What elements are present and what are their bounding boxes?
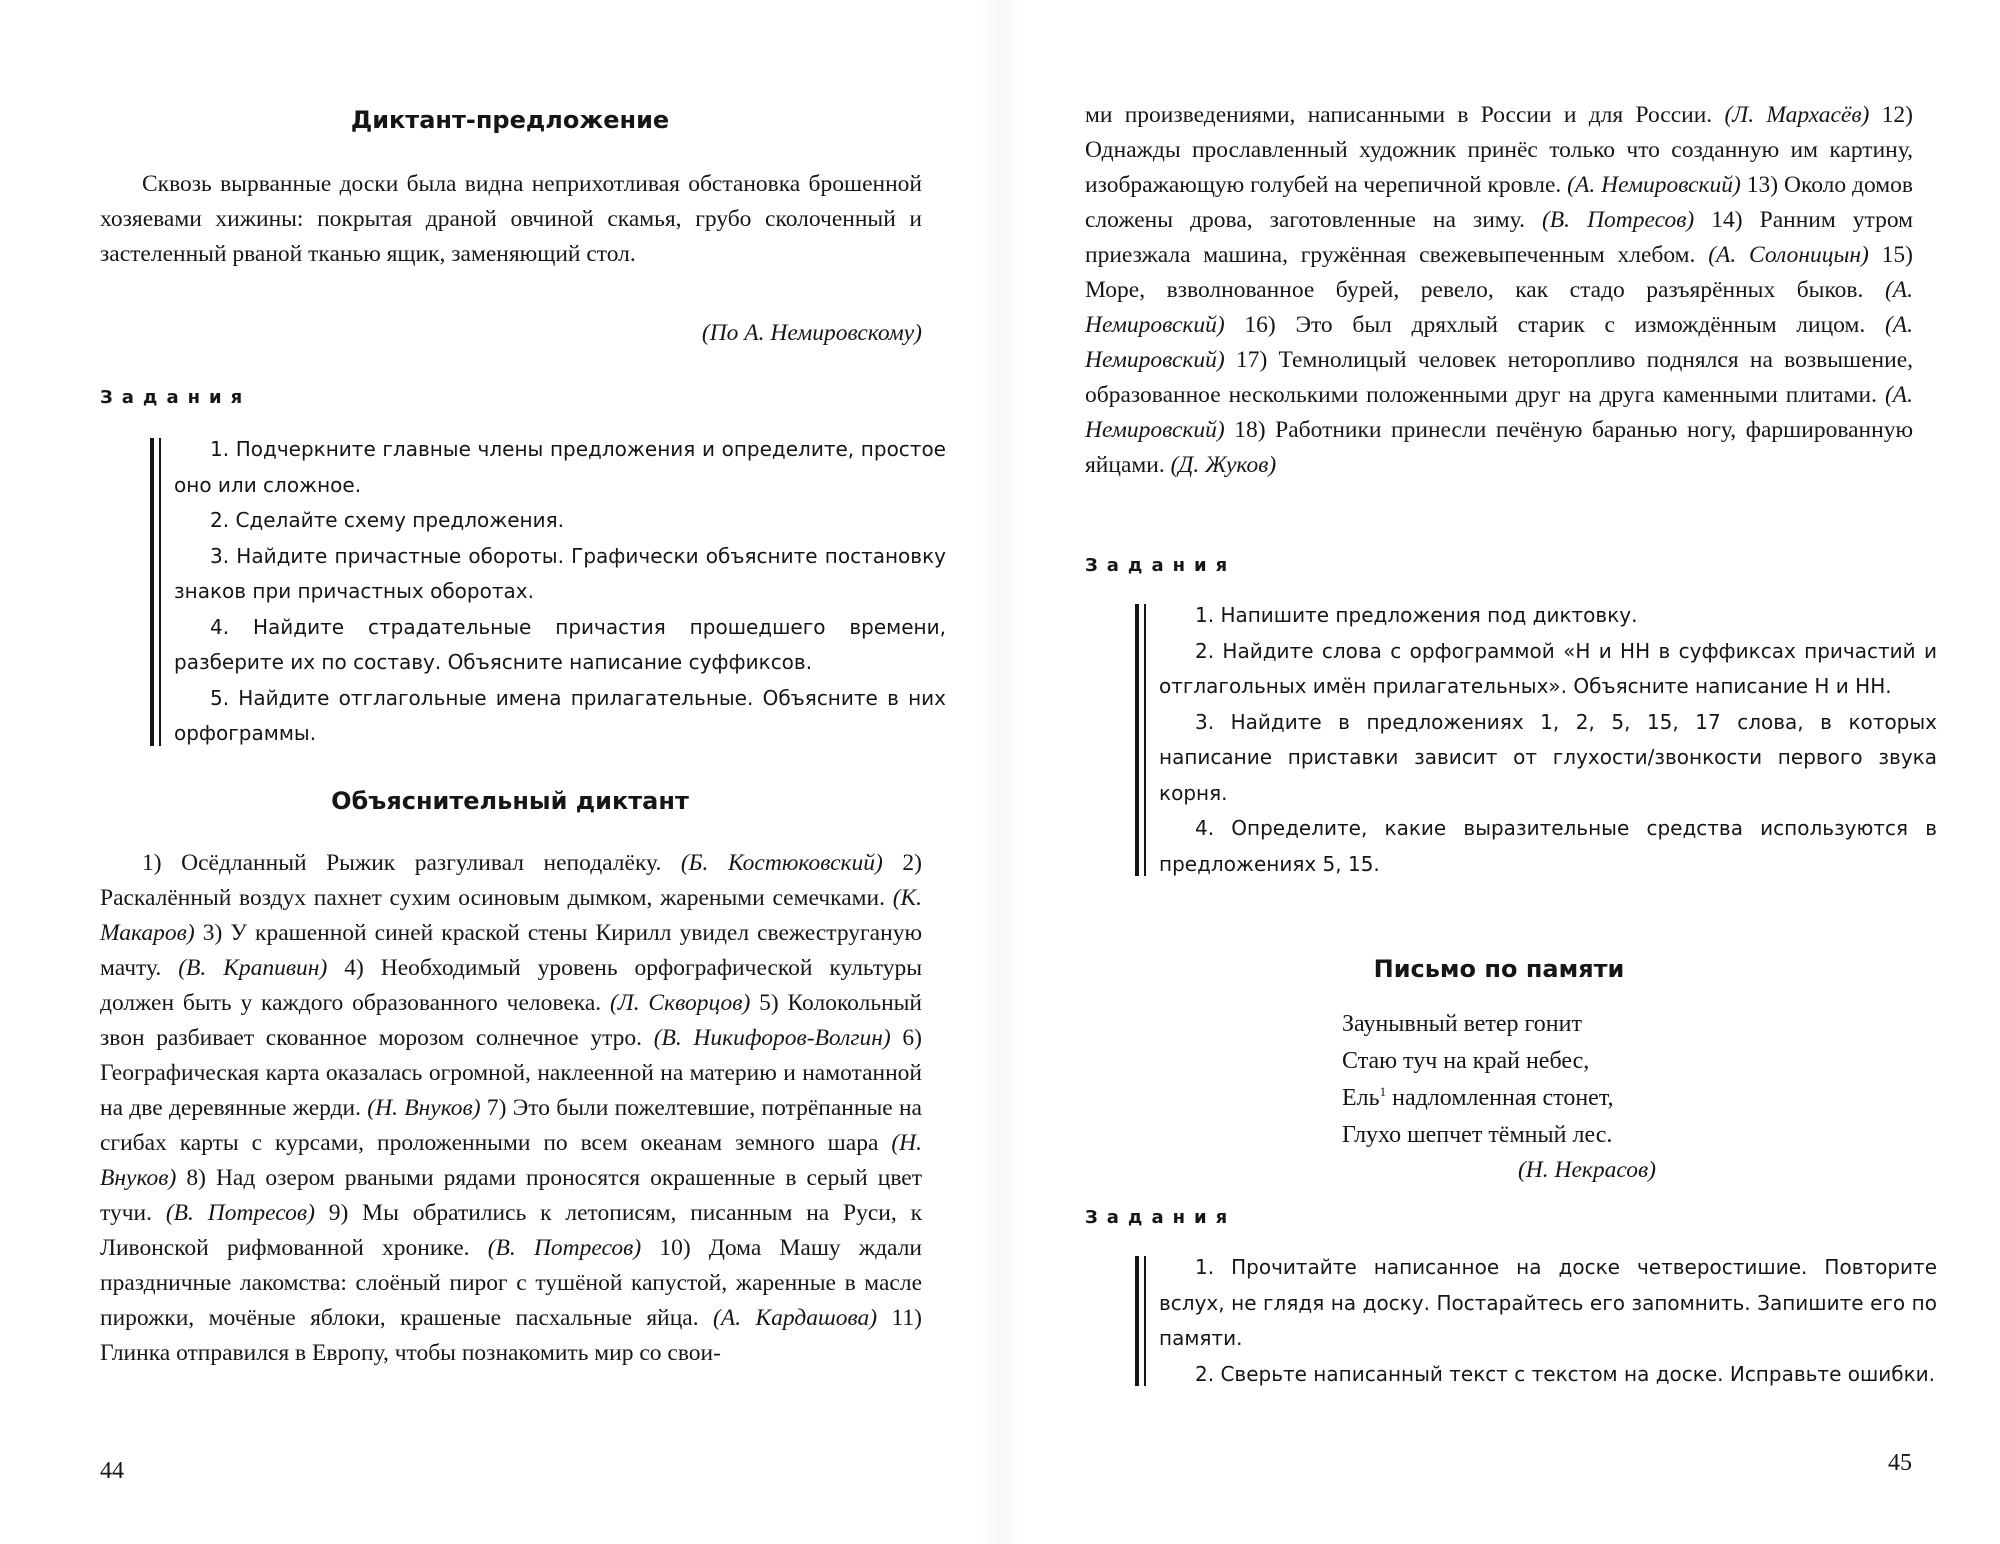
dictation-sentence-paragraph: Сквозь вырванные доски была видна неприхотливая обстановка брошенной хозяевами хижины: покрытая драной овчиной скамья, грубо сколоченный и застеленный рваной тканью ящик, заменяющий стол.	[100, 171, 922, 267]
task-item: 4. Определите, какие выразительные средства используются в предложениях 5, 15.	[1159, 816, 1937, 876]
author-attribution: (А. Кардашова)	[713, 1305, 878, 1331]
sentence-text: 15) Море, взволнованное бурей, ревело, как стадо разъярённых быков.	[1085, 242, 1913, 303]
task-item: 4. Найдите страдательные причастия прошедшего времени, разберите их по составу. Объясните написание суффиксов.	[174, 614, 946, 674]
sentence-text: 1) Осёдланный Рыжик разгуливал неподалёку.	[142, 850, 681, 876]
task-item: 5. Найдите отглагольные имена прилагательные. Объясните в них орфограммы.	[174, 685, 946, 745]
poem-line-3	[1342, 1080, 1614, 1117]
sentence-text: 8) Над озером рваными рядами проносятся окрашенные в серый цвет тучи.	[100, 1165, 922, 1226]
poem	[1342, 1006, 1614, 1154]
dictation-sentence-text	[100, 167, 922, 272]
poem-line-4: Глухо шепчет тёмный лес.	[1342, 1122, 1613, 1148]
sentence-text: 14) Ранним утром приезжала машина, гружённая свежевыпеченным хлебом.	[1085, 207, 1914, 268]
explanatory-dictation-continuation	[1085, 98, 1913, 483]
sentence-text: 7) Это были пожелтевшие, потрёпанные на сгибах карты с курсами, проложенными по всем океанам земного шара	[100, 1095, 922, 1156]
section-title-dictation-sentence: Диктант-предложение	[350, 106, 670, 134]
sentence-text: 11) Глинка отправился в Европу, чтобы познакомить мир со свои-	[100, 1305, 922, 1366]
sentence-text: 2) Раскалённый воздух пахнет сухим осиновым дымком, жареными семечками.	[100, 850, 923, 911]
author-attribution: (В. Потресов)	[165, 1200, 315, 1226]
page-number-right: 45	[1888, 1450, 1912, 1476]
author-attribution: (А. Солоницын)	[1708, 242, 1869, 268]
author-attribution: (В. Потресов)	[487, 1235, 642, 1261]
poem-line-2: Стаю туч на край небес,	[1342, 1048, 1590, 1074]
tasks-list-1	[150, 432, 946, 752]
sentence-text: 10) Дома Машу ждали праздничные лакомства: слоёный пирог с тушёной капустой, жаренные в масле пирожки, мочёные яблоки, крашеные пасхальные яйца.	[100, 1235, 922, 1331]
sentence-text: 4) Необходимый уровень орфографической культуры должен быть у каждого образованного человека.	[100, 955, 922, 1016]
sentence-text: 18) Работники принесли печёную баранью ногу, фаршированную яйцами.	[1085, 417, 1913, 478]
author-attribution: (В. Никифоров-Волгин)	[653, 1025, 891, 1051]
task-item: 2. Сверьте написанный текст с текстом на доске. Исправьте ошибки.	[1195, 1361, 1936, 1386]
author-attribution: (А. Немировский)	[1085, 277, 1913, 338]
author-attribution: (Н. Внуков)	[100, 1130, 922, 1191]
poem-line-3-word: Ель	[1342, 1085, 1380, 1111]
right-page	[1000, 0, 2000, 1544]
sentence-text: 3) У крашенной синей краской стены Кирилл увидел свежеструганую мачту.	[100, 920, 922, 981]
continuation-paragraph	[1085, 98, 1913, 483]
sentence-text: 16) Это был дряхлый старик с измождённым лицом.	[1224, 312, 1885, 338]
task-item: 3. Найдите в предложениях 1, 2, 5, 15, 17 слова, в которых написание приставки зависит от глухости/звонкости первого звука корня.	[1159, 709, 1937, 805]
author-attribution: (А. Немировский)	[1085, 382, 1913, 443]
tasks-list-3	[1135, 1250, 1937, 1392]
author-attribution: (А. Немировский)	[1085, 312, 1913, 373]
task-item: 1. Прочитайте написанное на доске четверостишие. Повторите вслух, не глядя на доску. Постарайтесь его запомнить. Запишите его по памяти.	[1159, 1255, 1937, 1350]
tasks-list-2	[1135, 598, 1937, 882]
task-item: 2. Найдите слова с орфограммой «Н и НН в суффиксах причастий и отглагольных имён прилагательных». Объясните написание Н и НН.	[1159, 638, 1937, 698]
author-attribution: (Л. Мархасёв)	[1724, 102, 1870, 128]
explanatory-dictation-paragraph	[100, 846, 922, 1371]
sentence-text: 5) Колокольный звон разбивает скованное морозом солнечное утро.	[100, 990, 923, 1051]
tasks-heading-1: Задания	[100, 387, 252, 408]
task-item: 1. Подчеркните главные члены предложения и определите, простое оно или сложное.	[174, 437, 946, 497]
task-item: 2. Сделайте схему предложения.	[210, 508, 565, 532]
poem-line-1: Заунывный ветер гонит	[1342, 1011, 1582, 1037]
poem-attribution: (Н. Некрасов)	[1517, 1157, 1656, 1183]
sentence-text: 6) Географическая карта оказалась огромной, наклеенной на материю и намотанной на две деревянные жерди.	[100, 1025, 922, 1121]
dictation-sentence-attribution: (По А. Немировскому)	[701, 320, 922, 346]
task-item: 1. Напишите предложения под диктовку.	[1195, 603, 1638, 627]
sentence-text: 17) Темнолицый человек неторопливо поднялся на возвышение, образованное несколькими положенными друг на друга каменными плитами.	[1085, 347, 1913, 408]
sentence-text: ми произведениями, написанными в России и для России.	[1085, 102, 1725, 128]
explanatory-dictation-text	[100, 846, 922, 1371]
author-attribution: (Н. Внуков)	[367, 1095, 481, 1121]
author-attribution: (В. Крапивин)	[178, 955, 328, 981]
task-item: 3. Найдите причастные обороты. Графически объясните постановку знаков при причастных оборотах.	[174, 543, 946, 603]
author-attribution: (Д. Жуков)	[1170, 452, 1277, 478]
author-attribution: (В. Потресов)	[1541, 207, 1695, 233]
section-title-explanatory-dictation: Объяснительный диктант	[331, 787, 689, 815]
sentence-text: 9) Мы обратились к летописям, писанным на Руси, к Ливонской рифмованной хронике.	[100, 1200, 922, 1261]
tasks-heading-3: Задания	[1085, 1207, 1237, 1228]
sentence-text: 12) Однажды прославленный художник принёс только что созданную им картину, изображающую голубей на черепичной кровле.	[1085, 102, 1913, 198]
section-title-memory-writing: Письмо по памяти	[1373, 955, 1625, 983]
author-attribution: (Л. Скворцов)	[609, 990, 751, 1016]
author-attribution: (А. Немировский)	[1567, 172, 1741, 198]
sentence-text: 13) Около домов сложены дрова, заготовленные на зиму.	[1085, 172, 1914, 233]
author-attribution: (Б. Костюковский)	[680, 850, 883, 876]
page-number-left: 44	[100, 1458, 124, 1484]
tasks-heading-2: Задания	[1085, 555, 1237, 576]
author-attribution: (К. Макаров)	[100, 885, 922, 946]
footnote-mark: 1	[1379, 1084, 1387, 1099]
poem-line-3-rest: надломленная стонет,	[1386, 1085, 1614, 1111]
